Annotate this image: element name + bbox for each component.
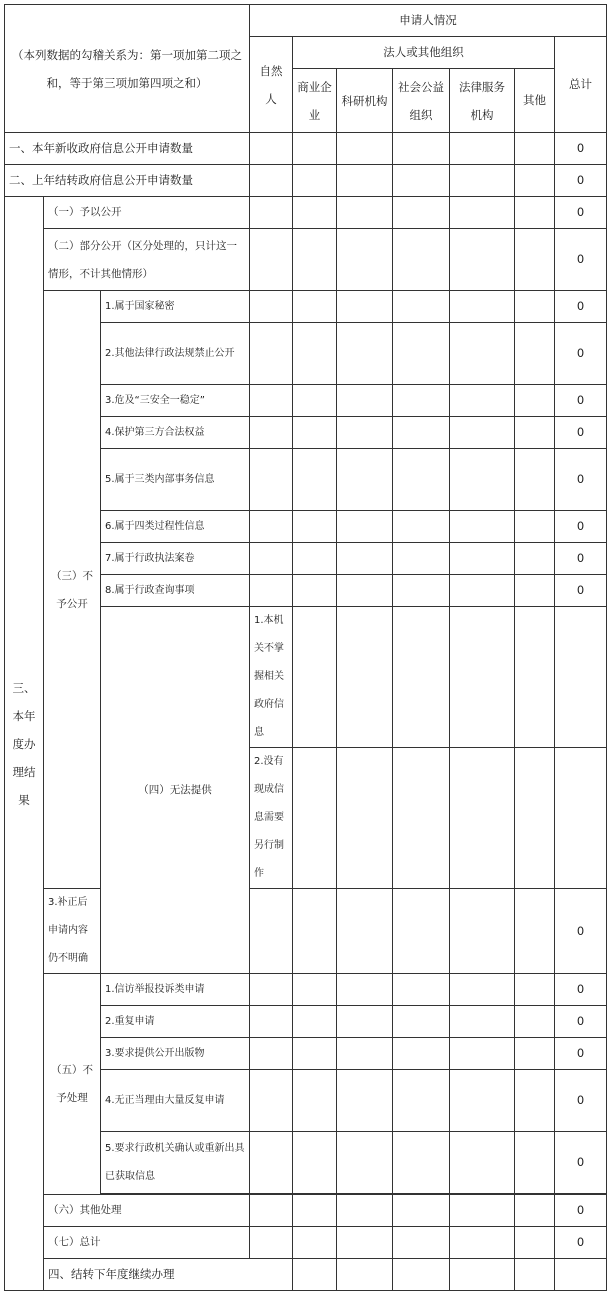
not-disclosed-item-total: 0: [555, 417, 607, 449]
header-total: 总计: [555, 37, 607, 133]
not-processed-item: 3.要求提供公开出版物: [101, 1038, 250, 1070]
group-unable-provide-label: （四）无法提供: [101, 607, 250, 974]
row-carried-over-label: 二、上年结转政府信息公开申请数量: [5, 165, 250, 197]
not-processed-item: 1.信访举报投诉类申请: [101, 974, 250, 1006]
group-not-processed-label: （五）不予处理: [44, 974, 101, 1195]
group-not-disclosed-label: （三）不予公开: [44, 291, 101, 889]
not-disclosed-item-total: 0: [555, 291, 607, 323]
not-processed-item-total: 0: [555, 974, 607, 1006]
row-other-handling-total: 0: [555, 1195, 607, 1227]
row-new-applications-total: 0: [555, 133, 607, 165]
unable-provide-item: 1.本机关不掌握相关政府信息: [250, 607, 293, 748]
header-research: 科研机构: [337, 69, 393, 133]
header-legal-service: 法律服务机构: [450, 69, 515, 133]
header-legal-group: 法人或其他组织: [293, 37, 555, 69]
row-other-handling-label: （六）其他处理: [44, 1195, 250, 1227]
unable-provide-item-total: 0: [555, 889, 607, 974]
row-partial-label: （二）部分公开（区分处理的，只计这一情形，不计其他情形）: [44, 229, 250, 291]
section-results-label: 三、本年度办理结果: [5, 197, 44, 1291]
not-disclosed-item-total: 0: [555, 385, 607, 417]
unable-provide-item: 2.没有现成信息需要另行制作: [250, 748, 293, 889]
header-public-welfare: 社会公益组织: [393, 69, 450, 133]
not-processed-item-total: 0: [555, 1070, 607, 1132]
row-subtotal-total: 0: [555, 1227, 607, 1259]
header-natural-person: 自然人: [250, 37, 293, 133]
not-disclosed-item-total: 0: [555, 449, 607, 511]
not-disclosed-item: 7.属于行政执法案卷: [101, 543, 250, 575]
not-processed-item-total: 0: [555, 1038, 607, 1070]
header-note: （本列数据的勾稽关系为：第一项加第二项之和，等于第三项加第四项之和）: [5, 5, 250, 133]
not-disclosed-item: 8.属于行政查询事项: [101, 575, 250, 607]
not-processed-item: 2.重复申请: [101, 1006, 250, 1038]
not-disclosed-item-total: 0: [555, 543, 607, 575]
row-subtotal-label: （七）总计: [44, 1227, 250, 1259]
row-carry-forward-label: 四、结转下年度继续办理: [44, 1259, 293, 1291]
not-disclosed-item-total: 0: [555, 511, 607, 543]
not-disclosed-item-total: 0: [555, 323, 607, 385]
header-applicant-group: 申请人情况: [250, 5, 607, 37]
not-processed-item-total: 0: [555, 1006, 607, 1038]
header-other: 其他: [515, 69, 555, 133]
row-carried-over-total: 0: [555, 165, 607, 197]
row-disclosed-total: 0: [555, 197, 607, 229]
row-new-applications-label: 一、本年新收政府信息公开申请数量: [5, 133, 250, 165]
row-disclosed-label: （一）予以公开: [44, 197, 250, 229]
not-disclosed-item: 2.其他法律行政法规禁止公开: [101, 323, 250, 385]
not-disclosed-item: 5.属于三类内部事务信息: [101, 449, 250, 511]
not-processed-item: 4.无正当理由大量反复申请: [101, 1070, 250, 1132]
not-processed-item: 5.要求行政机关确认或重新出具已获取信息: [101, 1132, 250, 1194]
header-commercial: 商业企业: [293, 69, 337, 133]
row-partial-total: 0: [555, 229, 607, 291]
information-disclosure-table: [4, 4, 607, 1291]
not-disclosed-item: 6.属于四类过程性信息: [101, 511, 250, 543]
not-disclosed-item: 1.属于国家秘密: [101, 291, 250, 323]
unable-provide-item: 3.补正后申请内容仍不明确: [44, 889, 101, 974]
not-disclosed-item: 4.保护第三方合法权益: [101, 417, 250, 449]
not-processed-item-total: 0: [555, 1132, 607, 1194]
not-disclosed-item: 3.危及“三安全一稳定”: [101, 385, 250, 417]
not-disclosed-item-total: 0: [555, 575, 607, 607]
